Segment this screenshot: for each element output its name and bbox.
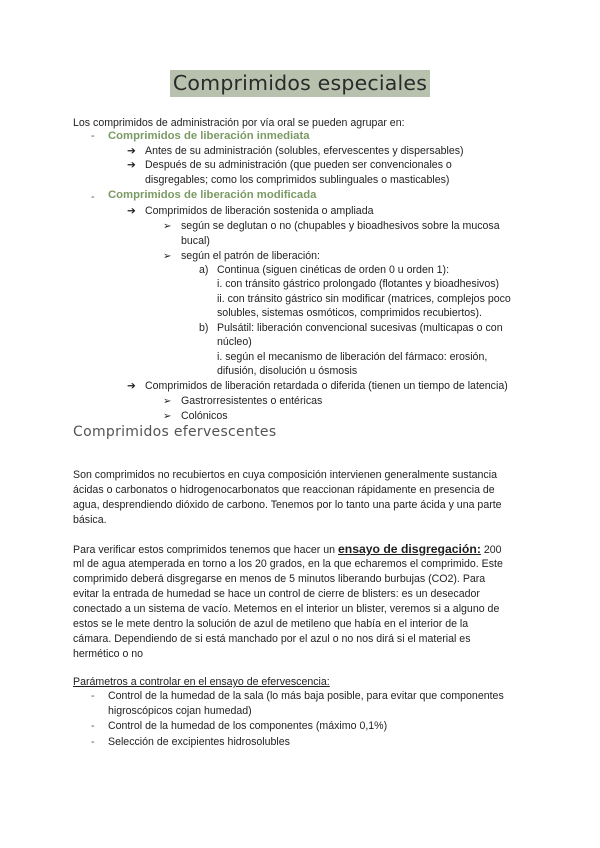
list-item: Pulsátil: liberación convencional sucesivas (multicapas o con [217,322,503,334]
ensayo-disgregacion-term: ensayo de disgregación: [337,542,481,556]
paragraph-line: hermético o no [73,648,144,660]
heading-liberacion-inmediata: Comprimidos de liberación inmediata [108,130,310,142]
paragraph-text: 200 [480,544,502,556]
list-item: Después de su administración (que pueden ser convencionales o [145,159,452,171]
chevron-bullet: ➢ [163,396,172,407]
list-item: Comprimidos de liberación retardada o diferida (tienen un tiempo de latencia) [145,380,508,392]
dash-bullet: - [91,130,95,142]
paragraph-line: estos se le mete dentro la solución de azul de metileno que había en el interior de la [73,618,469,630]
list-item: Gastrorresistentes o entéricas [181,395,323,407]
list-item: Antes de su administración (solubles, efervescentes y dispersables) [145,145,464,157]
chevron-bullet: ➢ [163,411,172,422]
list-item: Selección de excipientes hidrosolubles [108,736,290,748]
intro-text: Los comprimidos de administración por vía oral se pueden agrupar en: [73,117,405,129]
list-item: i. con tránsito gástrico prolongado (flotantes y bioadhesivos) [217,278,500,290]
arrow-bullet: ➔ [127,380,136,392]
arrow-bullet: ➔ [127,205,136,217]
list-item: según se deglutan o no (chupables y bioadhesivos sobre la mucosa [181,220,500,232]
list-marker-b: b) [199,322,209,334]
chevron-bullet: ➢ [163,251,172,262]
paragraph-line-ensayo [73,542,502,558]
paragraph-text: Para verificar estos comprimidos tenemos que hacer un [73,544,338,556]
list-item-continuation: disgregables; como los comprimidos sublinguales o masticables) [145,174,450,186]
params-heading: Parámetros a controlar en el ensayo de efervescencia: [73,676,330,688]
list-item-continuation: difusión, disolución u ósmosis [217,365,358,377]
page-title: Comprimidos especiales [170,70,430,97]
dash-bullet: - [91,720,95,732]
list-item: Comprimidos de liberación sostenida o ampliada [145,205,374,217]
arrow-bullet: ➔ [127,145,136,157]
arrow-bullet: ➔ [127,159,136,171]
dash-bullet: - [91,191,95,203]
list-item: Control de la humedad de la sala (lo más baja posible, para evitar que componentes [108,690,504,702]
paragraph-line: ácidas o carbonatos o hidrogenocarbonatos que reaccionan rápidamente en presencia de [73,484,495,496]
paragraph-line: conectado a un sistema de vacío. Metemos en el interior un blister, veremos si a alguno de [73,603,500,615]
chevron-bullet: ➢ [163,221,172,232]
dash-bullet: - [91,690,95,702]
paragraph-line: comprimido deberá disgregarse en menos de 5 minutos liberando burbujas (CO2). Para [73,573,486,585]
section-heading-efervescentes: Comprimidos efervescentes [73,424,277,440]
list-item-continuation: solubles, sistemas osmóticos, comprimidos recubiertos). [217,307,482,319]
list-item: ii. con tránsito gástrico sin modificar (matrices, complejos poco [217,293,511,305]
list-item: i. según el mecanismo de liberación del fármaco: erosión, [217,351,488,363]
paragraph-line: ml de agua atemperada en torno a los 20 grados, en la que echaremos el comprimido. Este [73,558,503,570]
list-item: Control de la humedad de los componentes (máximo 0,1%) [108,720,388,732]
paragraph-line: Son comprimidos no recubiertos en cuya composición intervienen generalmente sustancia [73,469,497,481]
heading-liberacion-modificada: Comprimidos de liberación modificada [108,189,317,201]
list-item: según el patrón de liberación: [181,250,320,262]
paragraph-line: básica. [73,514,107,526]
list-item-continuation: bucal) [181,235,210,247]
paragraph-line: cámara. Dependiendo de si está manchado por el azul o no nos dirá si el material es [73,633,471,645]
dash-bullet: - [91,736,95,748]
paragraph-line: evitar la entrada de humedad se hace un control de cierre de blisters: es un desecador [73,588,480,600]
list-item-continuation: núcleo) [217,336,252,348]
list-marker-a: a) [199,264,209,276]
list-item: Continua (siguen cinéticas de orden 0 u orden 1): [217,264,450,276]
list-item-continuation: higroscópicos cojan humedad) [108,705,252,717]
paragraph-line: agua, desprendiendo dióxido de carbono. Tenemos por lo tanto una parte ácida y una parte [73,499,502,511]
list-item: Colónicos [181,410,228,422]
